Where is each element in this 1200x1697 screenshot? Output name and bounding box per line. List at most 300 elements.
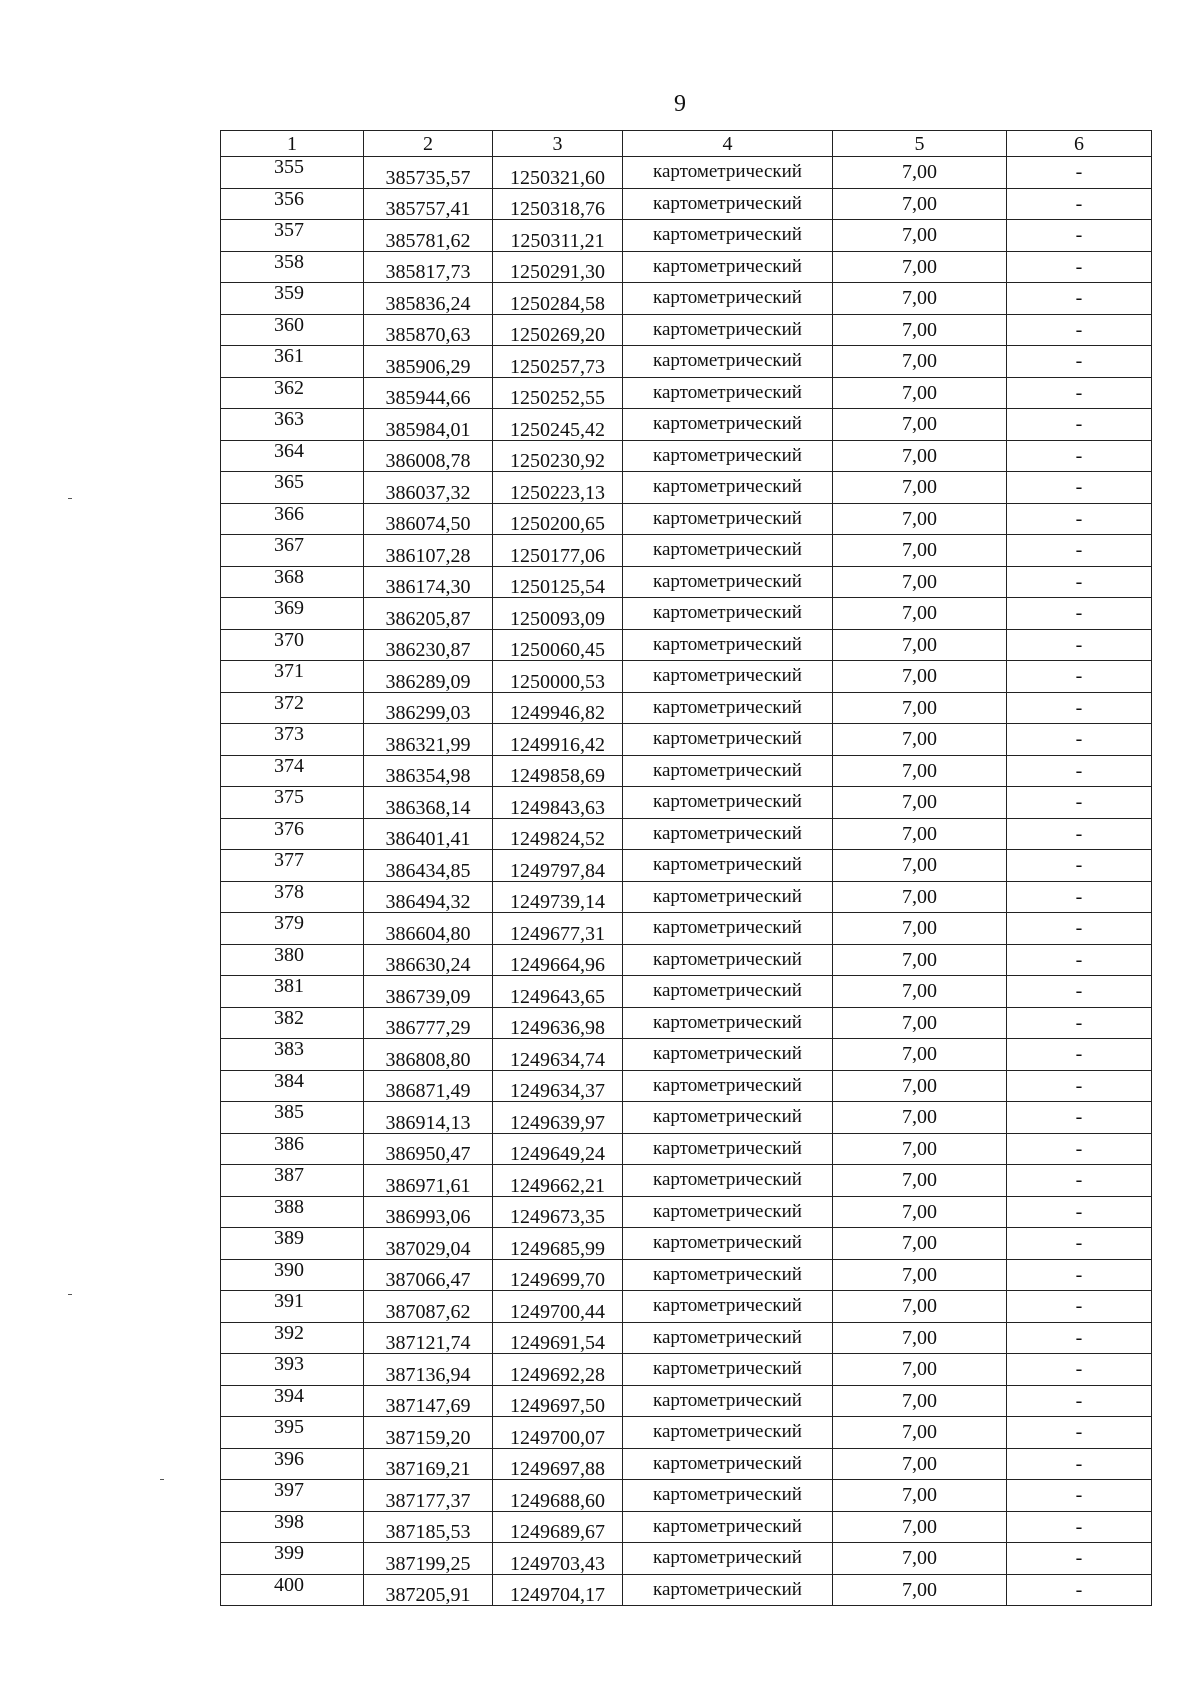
note-cell: -	[1007, 1574, 1152, 1606]
table-row	[221, 1354, 1152, 1386]
y-coordinate-cell: 1250284,58	[493, 283, 623, 315]
y-coordinate-cell: 1249697,88	[493, 1448, 623, 1480]
point-number-cell	[221, 692, 364, 724]
note-cell: -	[1007, 314, 1152, 346]
point-number-cell	[221, 377, 364, 409]
x-coordinate-cell: 386107,28	[364, 535, 493, 567]
table-row	[221, 1039, 1152, 1071]
table-row	[221, 440, 1152, 472]
y-coordinate-cell: 1250321,60	[493, 157, 623, 189]
y-coordinate-cell: 1250177,06	[493, 535, 623, 567]
point-number: 367	[274, 534, 304, 556]
point-number: 371	[274, 660, 304, 682]
method-cell: картометрический	[623, 1039, 833, 1071]
table-row	[221, 692, 1152, 724]
x-coordinate-cell: 387159,20	[364, 1417, 493, 1449]
table-row	[221, 818, 1152, 850]
y-coordinate-cell: 1250060,45	[493, 629, 623, 661]
point-number: 387	[274, 1164, 304, 1186]
note-cell: -	[1007, 1354, 1152, 1386]
note-cell: -	[1007, 850, 1152, 882]
accuracy-cell: 7,00	[833, 881, 1007, 913]
table-row	[221, 409, 1152, 441]
table-row	[221, 1196, 1152, 1228]
note-cell: -	[1007, 1070, 1152, 1102]
y-coordinate-cell: 1249739,14	[493, 881, 623, 913]
x-coordinate-cell: 387147,69	[364, 1385, 493, 1417]
table-row	[221, 1070, 1152, 1102]
point-number-cell	[221, 1196, 364, 1228]
y-coordinate-cell: 1249688,60	[493, 1480, 623, 1512]
x-coordinate-cell: 386914,13	[364, 1102, 493, 1134]
method-cell: картометрический	[623, 755, 833, 787]
point-number-cell	[221, 1543, 364, 1575]
note-cell: -	[1007, 1322, 1152, 1354]
point-number-cell	[221, 188, 364, 220]
note-cell: -	[1007, 818, 1152, 850]
table-row	[221, 188, 1152, 220]
point-number: 389	[274, 1227, 304, 1249]
point-number: 390	[274, 1259, 304, 1281]
point-number: 395	[274, 1416, 304, 1438]
point-number-cell	[221, 598, 364, 630]
y-coordinate-cell: 1249703,43	[493, 1543, 623, 1575]
x-coordinate-cell: 386299,03	[364, 692, 493, 724]
point-number: 369	[274, 597, 304, 619]
table-row	[221, 1259, 1152, 1291]
method-cell: картометрический	[623, 566, 833, 598]
accuracy-cell: 7,00	[833, 503, 1007, 535]
accuracy-cell: 7,00	[833, 1511, 1007, 1543]
table-row	[221, 566, 1152, 598]
point-number-cell	[221, 283, 364, 315]
point-number: 399	[274, 1542, 304, 1564]
x-coordinate-cell: 386993,06	[364, 1196, 493, 1228]
point-number-cell	[221, 1259, 364, 1291]
x-coordinate-cell: 386971,61	[364, 1165, 493, 1197]
x-coordinate-cell: 386230,87	[364, 629, 493, 661]
point-number-cell	[221, 1354, 364, 1386]
method-cell: картометрический	[623, 787, 833, 819]
accuracy-cell: 7,00	[833, 220, 1007, 252]
method-cell: картометрический	[623, 724, 833, 756]
note-cell: -	[1007, 1133, 1152, 1165]
table-row	[221, 1165, 1152, 1197]
x-coordinate-cell: 386604,80	[364, 913, 493, 945]
x-coordinate-cell: 385781,62	[364, 220, 493, 252]
x-coordinate-cell: 386321,99	[364, 724, 493, 756]
margin-mark	[68, 1294, 72, 1295]
x-coordinate-cell: 386871,49	[364, 1070, 493, 1102]
table-body	[221, 157, 1152, 1606]
point-number-cell	[221, 1039, 364, 1071]
point-number: 381	[274, 975, 304, 997]
x-coordinate-cell: 385817,73	[364, 251, 493, 283]
y-coordinate-cell: 1249636,98	[493, 1007, 623, 1039]
y-coordinate-cell: 1250252,55	[493, 377, 623, 409]
note-cell: -	[1007, 661, 1152, 693]
accuracy-cell: 7,00	[833, 1385, 1007, 1417]
method-cell: картометрический	[623, 1228, 833, 1260]
method-cell: картометрический	[623, 346, 833, 378]
method-cell: картометрический	[623, 913, 833, 945]
method-cell: картометрический	[623, 976, 833, 1008]
point-number-cell	[221, 1133, 364, 1165]
table-row	[221, 314, 1152, 346]
method-cell: картометрический	[623, 251, 833, 283]
accuracy-cell: 7,00	[833, 598, 1007, 630]
note-cell: -	[1007, 377, 1152, 409]
point-number-cell	[221, 881, 364, 913]
accuracy-cell: 7,00	[833, 724, 1007, 756]
accuracy-cell: 7,00	[833, 472, 1007, 504]
x-coordinate-cell: 387029,04	[364, 1228, 493, 1260]
note-cell: -	[1007, 1102, 1152, 1134]
method-cell: картометрический	[623, 409, 833, 441]
y-coordinate-cell: 1249946,82	[493, 692, 623, 724]
accuracy-cell: 7,00	[833, 913, 1007, 945]
x-coordinate-cell: 387136,94	[364, 1354, 493, 1386]
column-header: 4	[623, 131, 833, 157]
accuracy-cell: 7,00	[833, 1165, 1007, 1197]
point-number: 359	[274, 282, 304, 304]
table-row	[221, 913, 1152, 945]
point-number-cell	[221, 472, 364, 504]
point-number-cell	[221, 1511, 364, 1543]
accuracy-cell: 7,00	[833, 314, 1007, 346]
x-coordinate-cell: 386174,30	[364, 566, 493, 598]
y-coordinate-cell: 1250230,92	[493, 440, 623, 472]
accuracy-cell: 7,00	[833, 1039, 1007, 1071]
table-row	[221, 1448, 1152, 1480]
note-cell: -	[1007, 566, 1152, 598]
note-cell: -	[1007, 1259, 1152, 1291]
x-coordinate-cell: 386808,80	[364, 1039, 493, 1071]
y-coordinate-cell: 1249692,28	[493, 1354, 623, 1386]
point-number: 398	[274, 1511, 304, 1533]
y-coordinate-cell: 1249691,54	[493, 1322, 623, 1354]
x-coordinate-cell: 385836,24	[364, 283, 493, 315]
point-number: 362	[274, 377, 304, 399]
accuracy-cell: 7,00	[833, 1196, 1007, 1228]
table-row	[221, 1511, 1152, 1543]
point-number-cell	[221, 1070, 364, 1102]
method-cell: картометрический	[623, 314, 833, 346]
point-number: 368	[274, 566, 304, 588]
method-cell: картометрический	[623, 881, 833, 913]
point-number: 383	[274, 1038, 304, 1060]
note-cell: -	[1007, 1448, 1152, 1480]
point-number: 378	[274, 881, 304, 903]
point-number: 370	[274, 629, 304, 651]
method-cell: картометрический	[623, 944, 833, 976]
point-number: 372	[274, 692, 304, 714]
table-header-row	[221, 131, 1152, 157]
y-coordinate-cell: 1250257,73	[493, 346, 623, 378]
accuracy-cell: 7,00	[833, 409, 1007, 441]
point-number: 400	[274, 1574, 304, 1596]
point-number: 376	[274, 818, 304, 840]
column-header: 6	[1007, 131, 1152, 157]
column-header: 2	[364, 131, 493, 157]
method-cell: картометрический	[623, 629, 833, 661]
x-coordinate-cell: 387066,47	[364, 1259, 493, 1291]
table-row	[221, 1480, 1152, 1512]
note-cell: -	[1007, 1417, 1152, 1449]
point-number-cell	[221, 503, 364, 535]
note-cell: -	[1007, 598, 1152, 630]
point-number-cell	[221, 944, 364, 976]
table-row	[221, 535, 1152, 567]
accuracy-cell: 7,00	[833, 1070, 1007, 1102]
method-cell: картометрический	[623, 1385, 833, 1417]
note-cell: -	[1007, 1196, 1152, 1228]
y-coordinate-cell: 1249639,97	[493, 1102, 623, 1134]
y-coordinate-cell: 1249699,70	[493, 1259, 623, 1291]
accuracy-cell: 7,00	[833, 944, 1007, 976]
note-cell: -	[1007, 787, 1152, 819]
point-number-cell	[221, 409, 364, 441]
accuracy-cell: 7,00	[833, 346, 1007, 378]
table-row	[221, 661, 1152, 693]
accuracy-cell: 7,00	[833, 1417, 1007, 1449]
point-number: 393	[274, 1353, 304, 1375]
point-number-cell	[221, 566, 364, 598]
x-coordinate-cell: 386777,29	[364, 1007, 493, 1039]
accuracy-cell: 7,00	[833, 976, 1007, 1008]
x-coordinate-cell: 386401,41	[364, 818, 493, 850]
point-number-cell	[221, 1102, 364, 1134]
method-cell: картометрический	[623, 661, 833, 693]
point-number-cell	[221, 1322, 364, 1354]
note-cell: -	[1007, 629, 1152, 661]
column-header: 5	[833, 131, 1007, 157]
x-coordinate-cell: 387121,74	[364, 1322, 493, 1354]
point-number-cell	[221, 629, 364, 661]
accuracy-cell: 7,00	[833, 188, 1007, 220]
note-cell: -	[1007, 1385, 1152, 1417]
accuracy-cell: 7,00	[833, 787, 1007, 819]
table-row	[221, 1102, 1152, 1134]
point-number: 364	[274, 440, 304, 462]
point-number-cell	[221, 314, 364, 346]
y-coordinate-cell: 1250223,13	[493, 472, 623, 504]
point-number: 358	[274, 251, 304, 273]
accuracy-cell: 7,00	[833, 1354, 1007, 1386]
table-row	[221, 157, 1152, 189]
accuracy-cell: 7,00	[833, 566, 1007, 598]
note-cell: -	[1007, 188, 1152, 220]
y-coordinate-cell: 1249677,31	[493, 913, 623, 945]
accuracy-cell: 7,00	[833, 1228, 1007, 1260]
x-coordinate-cell: 387169,21	[364, 1448, 493, 1480]
y-coordinate-cell: 1250093,09	[493, 598, 623, 630]
x-coordinate-cell: 387087,62	[364, 1291, 493, 1323]
point-number-cell	[221, 1165, 364, 1197]
point-number-cell	[221, 1228, 364, 1260]
note-cell: -	[1007, 1480, 1152, 1512]
x-coordinate-cell: 385944,66	[364, 377, 493, 409]
note-cell: -	[1007, 283, 1152, 315]
method-cell: картометрический	[623, 1165, 833, 1197]
y-coordinate-cell: 1249824,52	[493, 818, 623, 850]
accuracy-cell: 7,00	[833, 755, 1007, 787]
point-number-cell	[221, 818, 364, 850]
method-cell: картометрический	[623, 1417, 833, 1449]
method-cell: картометрический	[623, 598, 833, 630]
accuracy-cell: 7,00	[833, 157, 1007, 189]
point-number-cell	[221, 1417, 364, 1449]
point-number-cell	[221, 535, 364, 567]
point-number: 373	[274, 723, 304, 745]
y-coordinate-cell: 1250269,20	[493, 314, 623, 346]
method-cell: картометрический	[623, 1543, 833, 1575]
accuracy-cell: 7,00	[833, 692, 1007, 724]
table-row	[221, 787, 1152, 819]
point-number-cell	[221, 913, 364, 945]
method-cell: картометрический	[623, 1480, 833, 1512]
point-number: 392	[274, 1322, 304, 1344]
note-cell: -	[1007, 944, 1152, 976]
point-number: 380	[274, 944, 304, 966]
point-number-cell	[221, 1448, 364, 1480]
note-cell: -	[1007, 1291, 1152, 1323]
y-coordinate-cell: 1249664,96	[493, 944, 623, 976]
point-number: 396	[274, 1448, 304, 1470]
margin-mark	[160, 1479, 164, 1480]
table-row	[221, 1228, 1152, 1260]
accuracy-cell: 7,00	[833, 818, 1007, 850]
accuracy-cell: 7,00	[833, 661, 1007, 693]
point-number-cell	[221, 850, 364, 882]
table-row	[221, 1322, 1152, 1354]
y-coordinate-cell: 1250125,54	[493, 566, 623, 598]
point-number-cell	[221, 1480, 364, 1512]
x-coordinate-cell: 386494,32	[364, 881, 493, 913]
y-coordinate-cell: 1249685,99	[493, 1228, 623, 1260]
table-row	[221, 1007, 1152, 1039]
note-cell: -	[1007, 535, 1152, 567]
point-number: 375	[274, 786, 304, 808]
accuracy-cell: 7,00	[833, 1448, 1007, 1480]
note-cell: -	[1007, 1511, 1152, 1543]
table-row	[221, 1385, 1152, 1417]
table-row	[221, 503, 1152, 535]
point-number: 397	[274, 1479, 304, 1501]
x-coordinate-cell: 386368,14	[364, 787, 493, 819]
y-coordinate-cell: 1249700,07	[493, 1417, 623, 1449]
point-number-cell	[221, 1574, 364, 1606]
coordinates-table	[220, 130, 1152, 1606]
point-number: 357	[274, 219, 304, 241]
note-cell: -	[1007, 346, 1152, 378]
method-cell: картометрический	[623, 377, 833, 409]
x-coordinate-cell: 385735,57	[364, 157, 493, 189]
x-coordinate-cell: 387199,25	[364, 1543, 493, 1575]
page-number: 9	[674, 91, 686, 117]
note-cell: -	[1007, 1543, 1152, 1575]
table-row	[221, 881, 1152, 913]
y-coordinate-cell: 1249634,37	[493, 1070, 623, 1102]
x-coordinate-cell: 386434,85	[364, 850, 493, 882]
accuracy-cell: 7,00	[833, 1574, 1007, 1606]
table-row	[221, 944, 1152, 976]
x-coordinate-cell: 387177,37	[364, 1480, 493, 1512]
method-cell: картометрический	[623, 1102, 833, 1134]
point-number: 360	[274, 314, 304, 336]
point-number-cell	[221, 976, 364, 1008]
point-number: 366	[274, 503, 304, 525]
note-cell: -	[1007, 724, 1152, 756]
table-row	[221, 283, 1152, 315]
table-row	[221, 976, 1152, 1008]
accuracy-cell: 7,00	[833, 283, 1007, 315]
table-row	[221, 220, 1152, 252]
point-number: 361	[274, 345, 304, 367]
y-coordinate-cell: 1249689,67	[493, 1511, 623, 1543]
point-number-cell	[221, 787, 364, 819]
x-coordinate-cell: 386739,09	[364, 976, 493, 1008]
note-cell: -	[1007, 1165, 1152, 1197]
x-coordinate-cell: 386037,32	[364, 472, 493, 504]
y-coordinate-cell: 1249697,50	[493, 1385, 623, 1417]
method-cell: картометрический	[623, 692, 833, 724]
accuracy-cell: 7,00	[833, 1322, 1007, 1354]
method-cell: картометрический	[623, 220, 833, 252]
point-number: 355	[274, 156, 304, 178]
table-row	[221, 377, 1152, 409]
y-coordinate-cell: 1250200,65	[493, 503, 623, 535]
x-coordinate-cell: 386074,50	[364, 503, 493, 535]
point-number: 391	[274, 1290, 304, 1312]
table-row	[221, 346, 1152, 378]
point-number-cell	[221, 157, 364, 189]
point-number: 385	[274, 1101, 304, 1123]
y-coordinate-cell: 1250318,76	[493, 188, 623, 220]
column-header: 1	[221, 131, 364, 157]
y-coordinate-cell: 1249858,69	[493, 755, 623, 787]
point-number-cell	[221, 1291, 364, 1323]
table-row	[221, 724, 1152, 756]
point-number: 365	[274, 471, 304, 493]
method-cell: картометрический	[623, 503, 833, 535]
note-cell: -	[1007, 409, 1152, 441]
table-row	[221, 1291, 1152, 1323]
method-cell: картометрический	[623, 157, 833, 189]
point-number: 356	[274, 188, 304, 210]
method-cell: картометрический	[623, 1070, 833, 1102]
note-cell: -	[1007, 472, 1152, 504]
x-coordinate-cell: 386205,87	[364, 598, 493, 630]
method-cell: картометрический	[623, 1448, 833, 1480]
note-cell: -	[1007, 1228, 1152, 1260]
x-coordinate-cell: 387205,91	[364, 1574, 493, 1606]
note-cell: -	[1007, 976, 1152, 1008]
y-coordinate-cell: 1249649,24	[493, 1133, 623, 1165]
note-cell: -	[1007, 881, 1152, 913]
accuracy-cell: 7,00	[833, 1259, 1007, 1291]
method-cell: картометрический	[623, 1196, 833, 1228]
point-number: 386	[274, 1133, 304, 1155]
accuracy-cell: 7,00	[833, 251, 1007, 283]
method-cell: картометрический	[623, 1322, 833, 1354]
table-row	[221, 1574, 1152, 1606]
x-coordinate-cell: 386630,24	[364, 944, 493, 976]
note-cell: -	[1007, 755, 1152, 787]
y-coordinate-cell: 1250000,53	[493, 661, 623, 693]
y-coordinate-cell: 1249700,44	[493, 1291, 623, 1323]
point-number: 374	[274, 755, 304, 777]
